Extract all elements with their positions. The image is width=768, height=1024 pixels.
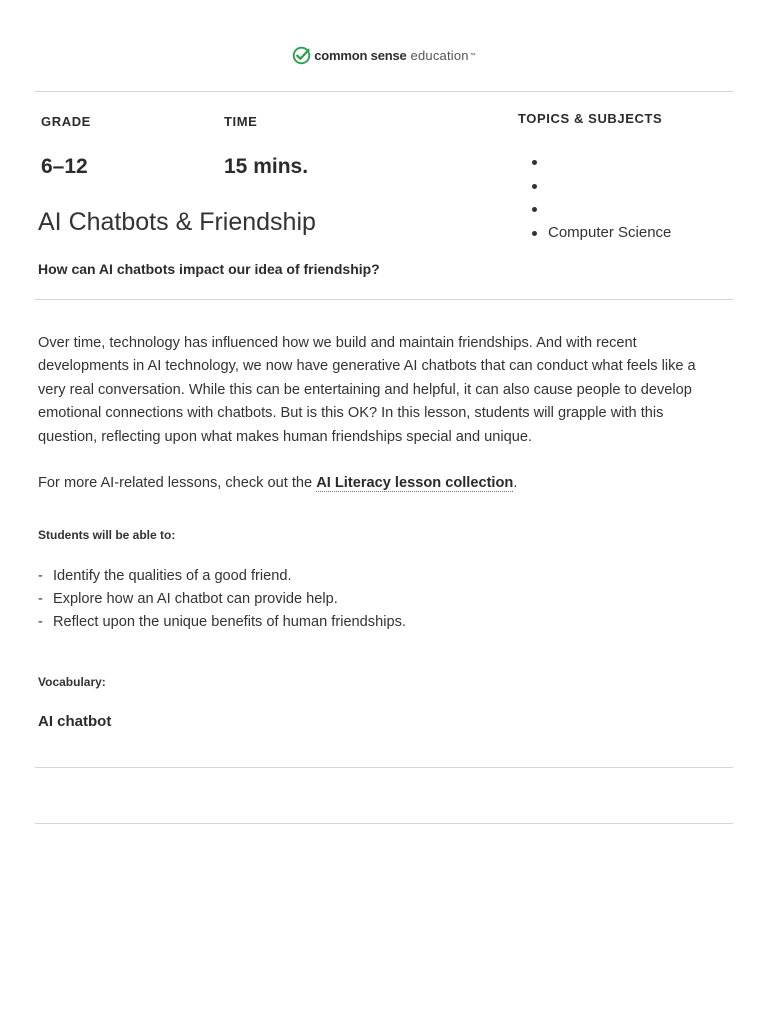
topic-item[interactable] [530, 150, 671, 174]
ai-literacy-collection-link[interactable]: AI Literacy lesson collection [316, 475, 514, 491]
objective-item [38, 565, 406, 588]
time-label: TIME [224, 114, 258, 129]
brand-name-bold: common sense [314, 48, 407, 63]
topics-list [530, 150, 671, 244]
lesson-overview: Over time, technology has influenced how we build and maintain friendships. And with recent developments in AI technology, we now have generative AI chatbots that can conduct what feels like a very real conversation. While this can be entertaining and helpful, it can also cause people to develop emotional connections with chatbots. But is this OK? In this lesson, students will grapple with this question, reflecting upon what makes human friendships special and unique. [38, 335, 696, 445]
objective-bullet: - [38, 568, 43, 584]
more-lessons-suffix: . [513, 475, 518, 491]
time-value: 15 mins. [224, 155, 309, 178]
objectives-list [38, 565, 406, 635]
grade-label: GRADE [41, 114, 91, 129]
vocabulary-term: AI chatbot [38, 713, 112, 730]
title-divider [35, 299, 733, 300]
vocabulary-divider [35, 767, 733, 768]
more-lessons-text [38, 472, 708, 495]
lesson-question: How can AI chatbots impact our idea of friendship? [38, 261, 380, 277]
footer-divider [35, 823, 733, 824]
brand-trademark: ™ [469, 52, 476, 59]
more-lessons-prefix: For more AI-related lessons, check out the [38, 475, 317, 491]
header-divider [35, 91, 733, 92]
objective-text: Explore how an AI chatbot can provide help. [53, 591, 338, 608]
brand-logo[interactable] [0, 46, 768, 65]
topics-label: TOPICS & SUBJECTS [518, 111, 663, 126]
objective-item [38, 588, 406, 611]
objectives-heading: Students will be able to: [38, 528, 176, 542]
checkmark-circle-icon [292, 46, 311, 65]
objective-bullet: - [38, 614, 43, 631]
brand-name-light: education [410, 48, 469, 63]
objective-item [38, 611, 406, 634]
topic-item-computer-science[interactable]: Computer Science [530, 221, 671, 245]
objective-bullet: - [38, 591, 43, 608]
topic-item[interactable] [530, 174, 671, 198]
objective-text: Identify the qualities of a good friend. [53, 568, 292, 584]
grade-value: 6–12 [41, 155, 88, 178]
lesson-title: AI Chatbots & Friendship [38, 208, 316, 236]
topic-item[interactable] [530, 197, 671, 221]
vocabulary-heading: Vocabulary: [38, 675, 106, 689]
objective-text: Reflect upon the unique benefits of human friendships. [53, 614, 406, 631]
